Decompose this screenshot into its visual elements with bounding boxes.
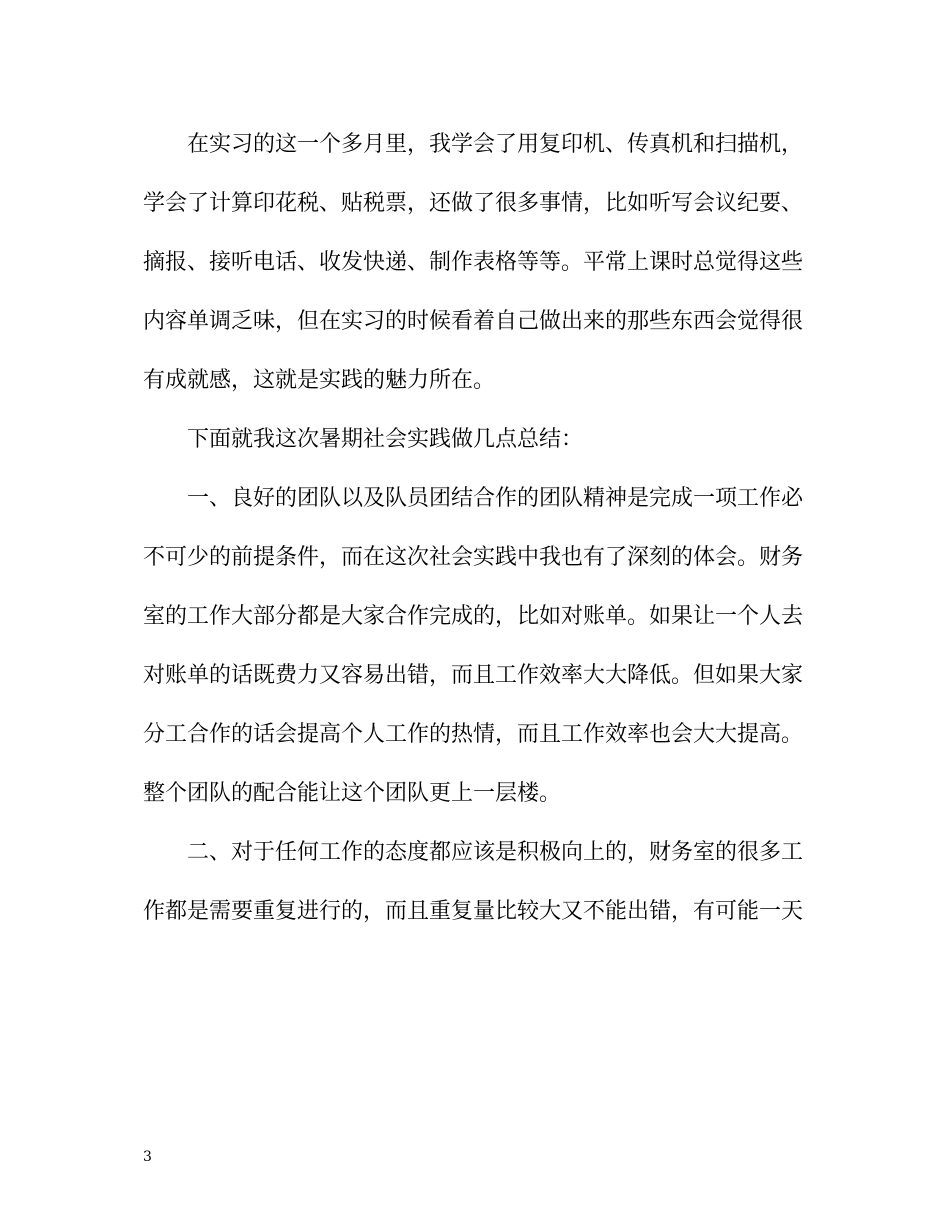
text-line: 整个团队的配合能让这个团队更上一层楼。 [143, 781, 562, 806]
text-line: 内容单调乏味，但在实习的时候看着自己做出来的那些东西会觉得很 [143, 309, 803, 334]
text-line: 室的工作大部分都是大家合作完成的，比如对账单。如果让一个人去 [143, 604, 803, 629]
document-body [143, 121, 803, 947]
text-line: 有成就感，这就是实践的魅力所在。 [143, 368, 496, 393]
text-line: 在实习的这一个多月里，我学会了用复印机、传真机和扫描机， [187, 132, 803, 157]
page-number: 3 [143, 1149, 152, 1165]
text-line: 一、良好的团队以及队员团结合作的团队精神是完成一项工作必 [187, 486, 803, 511]
text-line: 不可少的前提条件，而在这次社会实践中我也有了深刻的体会。财务 [143, 545, 803, 570]
text-line: 下面就我这次暑期社会实践做几点总结： [187, 427, 584, 452]
text-line: 学会了计算印花税、贴税票，还做了很多事情，比如听写会议纪要、 [143, 191, 803, 216]
text-line: 摘报、接听电话、收发快递、制作表格等等。平常上课时总觉得这些 [143, 250, 803, 275]
text-line: 分工合作的话会提高个人工作的热情，而且工作效率也会大大提高。 [143, 722, 803, 747]
text-line: 对账单的话既费力又容易出错，而且工作效率大大降低。但如果大家 [143, 663, 803, 688]
text-line: 作都是需要重复进行的，而且重复量比较大又不能出错，有可能一天 [143, 899, 803, 924]
text-line: 二、对于任何工作的态度都应该是积极向上的，财务室的很多工 [187, 840, 803, 865]
